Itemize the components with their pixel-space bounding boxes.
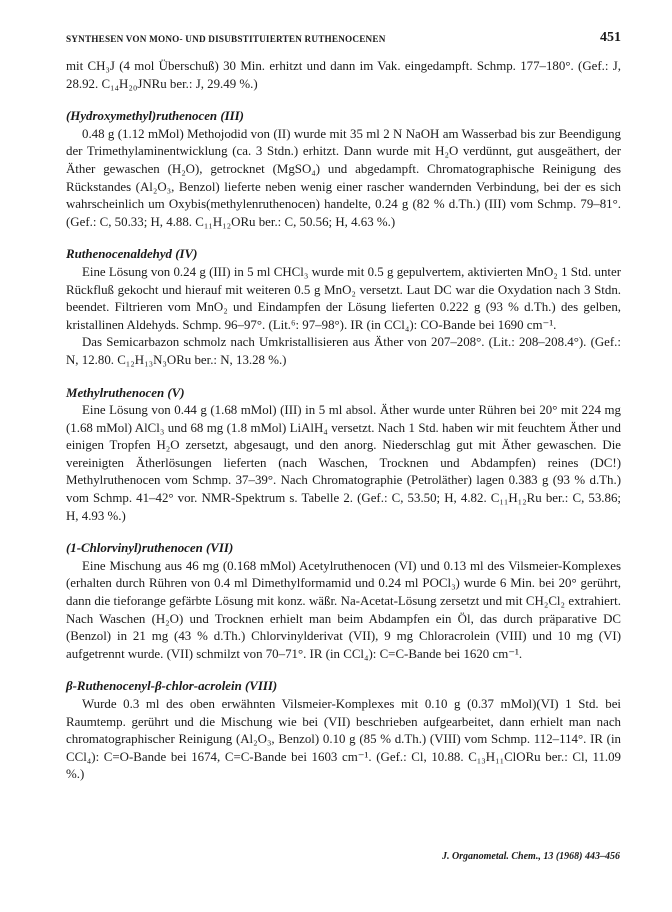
body-paragraph: Eine Mischung aus 46 mg (0.168 mMol) Acetylruthenocen (VI) und 0.13 ml des Vilsmeier-Komplexes (erhalten durch Rühren von 0.4 ml Dimethylformamid und 0.24 ml POCl₃) wurde 6 Min. bei 20° gerührt, dann die tieforange gefärbte Lösung mit konz. wäßr. Na-Acetat-Lösung zersetzt und mit CH₂Cl₂ extrahiert. Nach Waschen (H₂O) und Trocknen erhielt man beim Abdampfen ein Öl, das durch präparative DC (Benzol) in 21 mg (43 % d.Th.) Chlorvinylderivat (VII), 9 mg Chloracrolein (VIII) und 10 mg (VI) aufgetrennt wurde. (VII) schmilzt von 70–71°. IR (in CCl₄): C=C-Bande bei 1620 cm⁻¹. — [66, 558, 621, 661]
section-ruthenocenaldehyd — [66, 246, 621, 369]
section-title: β-Ruthenocenyl-β-chlor-acrolein (VIII) — [66, 679, 278, 694]
section-chloracrolein — [66, 678, 621, 784]
section-methylruthenocen — [66, 385, 621, 526]
body-paragraph: 0.48 g (1.12 mMol) Methojodid von (II) wurde mit 35 ml 2 N NaOH am Wasserbad bis zur Beendigung der Trimethylaminentwicklung (ca. 3 Stdn.) erhitzt. Dann wurde mit H₂O verdünnt, gut ausgeäthert, der Äther gewaschen (H₂O), getrocknet (MgSO₄) und abgedampft. Chromatographische Reinigung des Rückstandes (Al₂O₃, Benzol) lieferte neben wenig einer rascher wandernden Verbindung, bei der es sich wahrscheinlich um Oxybis(methylenruthenocen) handelte, 0.24 g (82 % d.Th.) (III) vom Schmp. 79–81°. (Gef.: C, 50.33; H, 4.88. C₁₁H₁₂ORu ber.: C, 50.56; H, 4.63 %.) — [66, 126, 621, 229]
body-paragraph: Eine Lösung von 0.44 g (1.68 mMol) (III) in 5 ml absol. Äther wurde unter Rühren bei 20° mit 224 mg (1.68 mMol) AlCl₃ und 68 mg (1.8 mMol) LiAlH₄ versetzt. Nach 1 Std. haben wir mit feuchtem Äther und einigen Tropfen H₂O zersetzt, abgesaugt, und den anorg. Niederschlag gut mit Äther gewaschen. Die vereinigten Ätherlösungen lieferten (nach Waschen, Trocknen und Abdampfen) reines (DC!) Methylruthenocen vom Schmp. 37–39°. Nach Chromatographie (Petroläther) lagen 0.383 g (93 % d.Th.) vom Schmp. 41–42° vor. NMR-Spektrum s. Tabelle 2. (Gef.: C, 53.50; H, 4.82. C₁₁H₁₂Ru ber.: C, 53.86; H, 4.93 %.) — [66, 403, 621, 523]
section-title: (Hydroxymethyl)ruthenocen (III) — [66, 109, 244, 124]
section-title: Methylruthenocen (V) — [66, 385, 185, 400]
body-paragraph: Wurde 0.3 ml des oben erwähnten Vilsmeier-Komplexes mit 0.10 g (0.37 mMol)(VI) 1 Std. bei Raumtemp. gerührt und die Mischung wie bei (VII) beschrieben aufgearbeitet, dann erhielt man nach chromatographischer Reinigung (Al₂O₃, Benzol) 0.10 g (85 % d.Th.) (VIII) vom Schmp. 112–114°. IR (in CCl₄): C=O-Bande bei 1674, C=C-Bande bei 1603 cm⁻¹. (Gef.: Cl, 10.88. C₁₃H₁₁ClORu ber.: Cl, 11.09 %.) — [66, 697, 621, 782]
body-paragraph: Das Semicarbazon schmolz nach Umkristallisieren aus Äther von 207–208°. (Lit.: 208–208.4°). (Gef.: N, 12.80. C₁₂H₁₃N₃ORu ber.: N, 13.28 %.) — [66, 335, 621, 367]
running-title: SYNTHESEN VON MONO- UND DISUBSTITUIERTEN RUTHENOCENEN — [66, 34, 386, 44]
section-chlorvinylruthenocen — [66, 540, 621, 663]
running-header — [66, 30, 621, 52]
section-hydroxymethylruthenocen — [66, 108, 621, 231]
section-title: (1-Chlorvinyl)ruthenocen (VII) — [66, 541, 234, 556]
journal-citation: J. Organometal. Chem., 13 (1968) 443–456 — [441, 851, 620, 862]
body-paragraph: Eine Lösung von 0.24 g (III) in 5 ml CHCl₃ wurde mit 0.5 g gepulvertem, aktivierten MnO₂ 1 Std. unter Rückfluß gekocht und hierauf mit weiteren 0.5 g MnO₂ versetzt. Laut DC war die Oxydation nach 3 Stdn. beendet. Filtrieren vom MnO₂ und Eindampfen der Lösung lieferten 0.222 g (93 % d.Th.) des gelben, kristallinen Aldehyds. Schmp. 96–97°. (Lit.⁶: 97–98°). IR (in CCl₄): CO-Bande bei 1690 cm⁻¹. — [66, 264, 621, 332]
section-title: Ruthenocenaldehyd (IV) — [66, 247, 198, 262]
page-number: 451 — [600, 30, 621, 45]
page — [66, 30, 621, 784]
intro-paragraph: mit CH₃J (4 mol Überschuß) 30 Min. erhitzt und dann im Vak. eingedampft. Schmp. 177–180°. (Gef.: J, 28.92. C₁₄H₂₀JNRu ber.: J, 29.49 %.) — [66, 59, 621, 91]
